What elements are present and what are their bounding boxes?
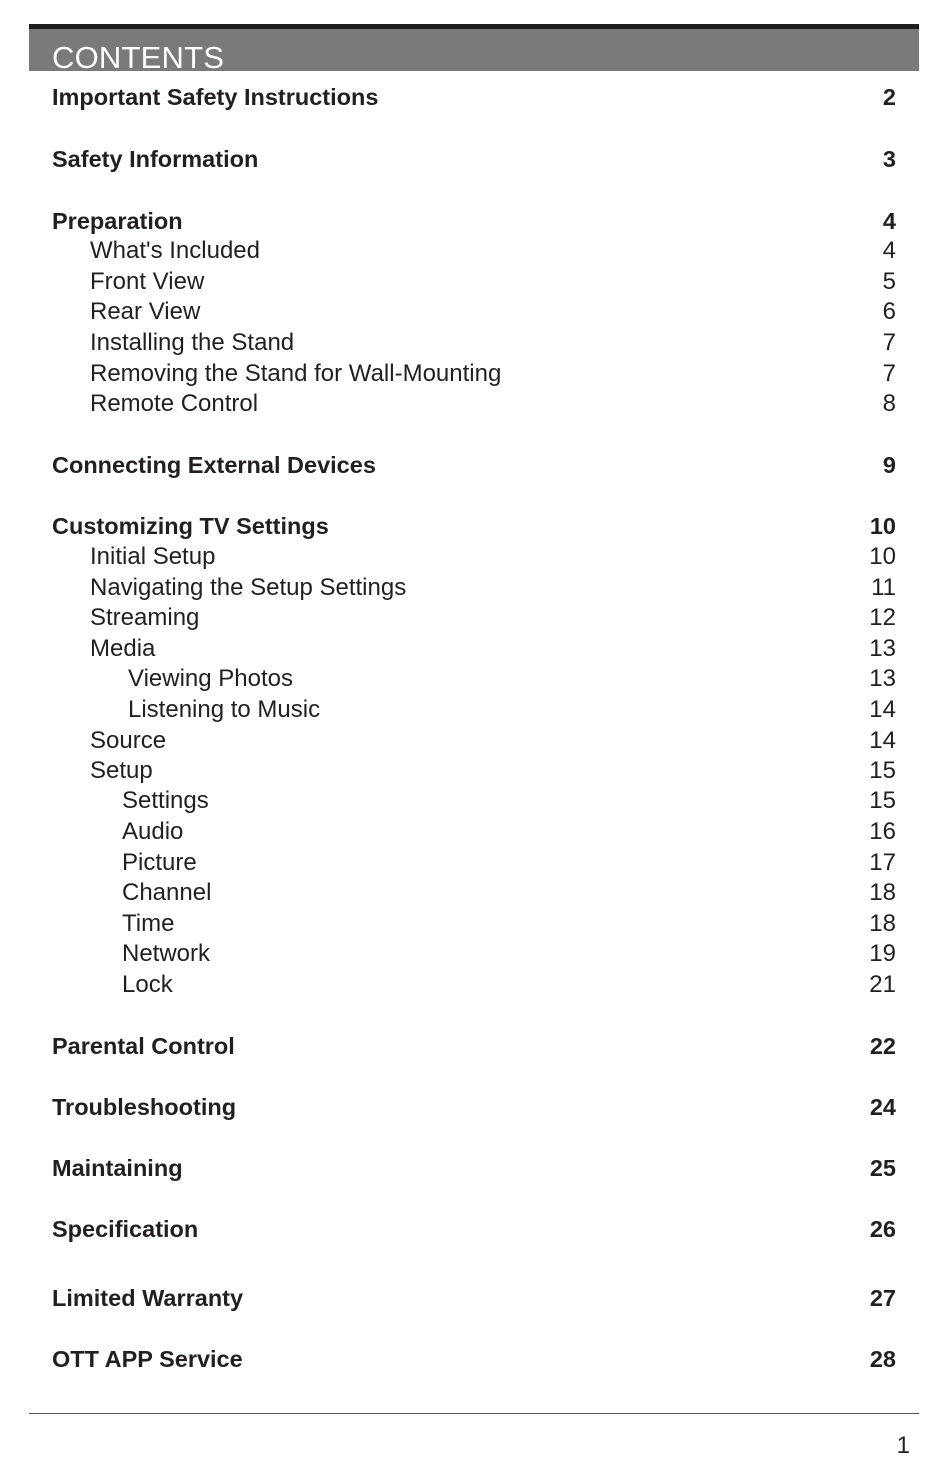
toc-entry-page: 4: [882, 208, 896, 234]
toc-subsection[interactable]: [0, 267, 950, 297]
toc-entry-label: Customizing TV Settings: [52, 513, 329, 539]
toc-entry-label: Removing the Stand for Wall-Mounting: [90, 360, 502, 387]
toc-entry-label: Maintaining: [52, 1155, 183, 1181]
toc-entry-label: Lock: [122, 971, 173, 998]
toc-entry-page: 25: [869, 1155, 896, 1181]
toc-subsection[interactable]: [0, 389, 950, 419]
toc-section[interactable]: [0, 1344, 950, 1374]
toc-entry-label: Parental Control: [52, 1033, 235, 1059]
toc-subsection[interactable]: [0, 573, 950, 603]
toc-entry-label: Picture: [122, 849, 197, 876]
toc-section[interactable]: [0, 144, 950, 174]
toc-entry-label: Initial Setup: [90, 543, 216, 570]
toc-entry-label: Safety Information: [52, 146, 259, 172]
toc-entry-page: 6: [882, 298, 896, 325]
toc-subsection[interactable]: [0, 726, 950, 756]
toc-section[interactable]: [0, 206, 950, 236]
toc-entry-label: Specification: [52, 1216, 199, 1242]
toc-entry-page: 13: [869, 665, 896, 692]
toc-entry-page: 7: [882, 329, 896, 356]
toc-entry-label: What's Included: [90, 237, 261, 264]
toc-entry-label: OTT APP Service: [52, 1346, 243, 1372]
toc-entry-page: 9: [882, 452, 896, 478]
toc-entry-page: 11: [871, 574, 896, 601]
toc-subsection[interactable]: [0, 909, 950, 939]
toc-entry-page: 10: [869, 513, 896, 539]
toc-entry-label: Viewing Photos: [128, 665, 293, 692]
toc-entry-page: 16: [869, 818, 896, 845]
toc-entry-label: Remote Control: [90, 390, 259, 417]
toc-subsection[interactable]: [0, 878, 950, 908]
toc-entry-label: Settings: [122, 787, 209, 814]
toc-entry-label: Source: [90, 727, 167, 754]
toc-subsection[interactable]: [0, 695, 950, 725]
toc-entry-label: Installing the Stand: [90, 329, 295, 356]
toc-entry-page: 7: [882, 360, 896, 387]
footer-rule: [29, 1413, 919, 1414]
toc-entry-label: Network: [122, 940, 211, 967]
toc-entry-label: Streaming: [90, 604, 200, 631]
toc-section[interactable]: [0, 511, 950, 541]
toc-entry-label: Navigating the Setup Settings: [90, 574, 407, 601]
toc-entry-label: Preparation: [52, 208, 183, 234]
toc-entry-page: 15: [869, 787, 896, 814]
toc-entry-label: Media: [90, 635, 156, 662]
toc-subsection[interactable]: [0, 542, 950, 572]
toc-subsection[interactable]: [0, 786, 950, 816]
toc-entry-label: Limited Warranty: [52, 1285, 244, 1311]
toc-subsection[interactable]: [0, 297, 950, 327]
toc-entry-page: 13: [869, 635, 896, 662]
toc-entry-page: 15: [869, 757, 896, 784]
toc-entry-page: 10: [869, 543, 896, 570]
toc-entry-page: 26: [869, 1216, 896, 1242]
toc-entry-label: Setup: [90, 757, 153, 784]
toc-subsection[interactable]: [0, 359, 950, 389]
toc-entry-page: 27: [869, 1285, 896, 1311]
toc-entry-page: 12: [869, 604, 896, 631]
toc-entry-page: 21: [869, 971, 896, 998]
toc-entry-label: Front View: [90, 268, 205, 295]
toc-subsection[interactable]: [0, 939, 950, 969]
contents-header: [29, 29, 919, 71]
toc-entry-label: Rear View: [90, 298, 201, 325]
toc-section[interactable]: [0, 82, 950, 112]
toc-entry-page: 18: [869, 879, 896, 906]
toc-entry-page: 4: [882, 237, 896, 264]
toc-section[interactable]: [0, 1153, 950, 1183]
toc-subsection[interactable]: [0, 817, 950, 847]
toc-entry-label: Audio: [122, 818, 184, 845]
toc-subsection[interactable]: [0, 634, 950, 664]
toc-section[interactable]: [0, 1214, 950, 1244]
toc-entry-page: 5: [882, 268, 896, 295]
toc-entry-page: 28: [869, 1346, 896, 1372]
toc-entry-page: 2: [882, 84, 896, 110]
toc-section[interactable]: [0, 1031, 950, 1061]
toc-subsection[interactable]: [0, 970, 950, 1000]
toc-entry-page: 8: [882, 390, 896, 417]
toc-entry-page: 14: [869, 696, 896, 723]
toc-entry-page: 24: [869, 1094, 896, 1120]
toc-subsection[interactable]: [0, 664, 950, 694]
toc-subsection[interactable]: [0, 603, 950, 633]
toc-entry-label: Listening to Music: [128, 696, 321, 723]
toc-entry-page: 19: [869, 940, 896, 967]
toc-entry-page: 22: [869, 1033, 896, 1059]
toc-entry-label: Troubleshooting: [52, 1094, 237, 1120]
toc-entry-page: 14: [869, 727, 896, 754]
toc-section[interactable]: [0, 1092, 950, 1122]
toc-subsection[interactable]: [0, 328, 950, 358]
toc-entry-label: Connecting External Devices: [52, 452, 376, 478]
toc-entry-label: Channel: [122, 879, 212, 906]
toc-entry-label: Time: [122, 910, 175, 937]
toc-entry-page: 17: [869, 849, 896, 876]
toc-entry-page: 3: [882, 146, 896, 172]
toc-entry-label: Important Safety Instructions: [52, 84, 379, 110]
toc-subsection[interactable]: [0, 756, 950, 786]
toc-section[interactable]: [0, 1283, 950, 1313]
page-title: CONTENTS: [52, 40, 225, 71]
toc-entry-page: 18: [869, 910, 896, 937]
toc-subsection[interactable]: [0, 848, 950, 878]
toc-subsection[interactable]: [0, 236, 950, 266]
page-number: 1: [896, 1432, 910, 1459]
toc-section[interactable]: [0, 450, 950, 480]
